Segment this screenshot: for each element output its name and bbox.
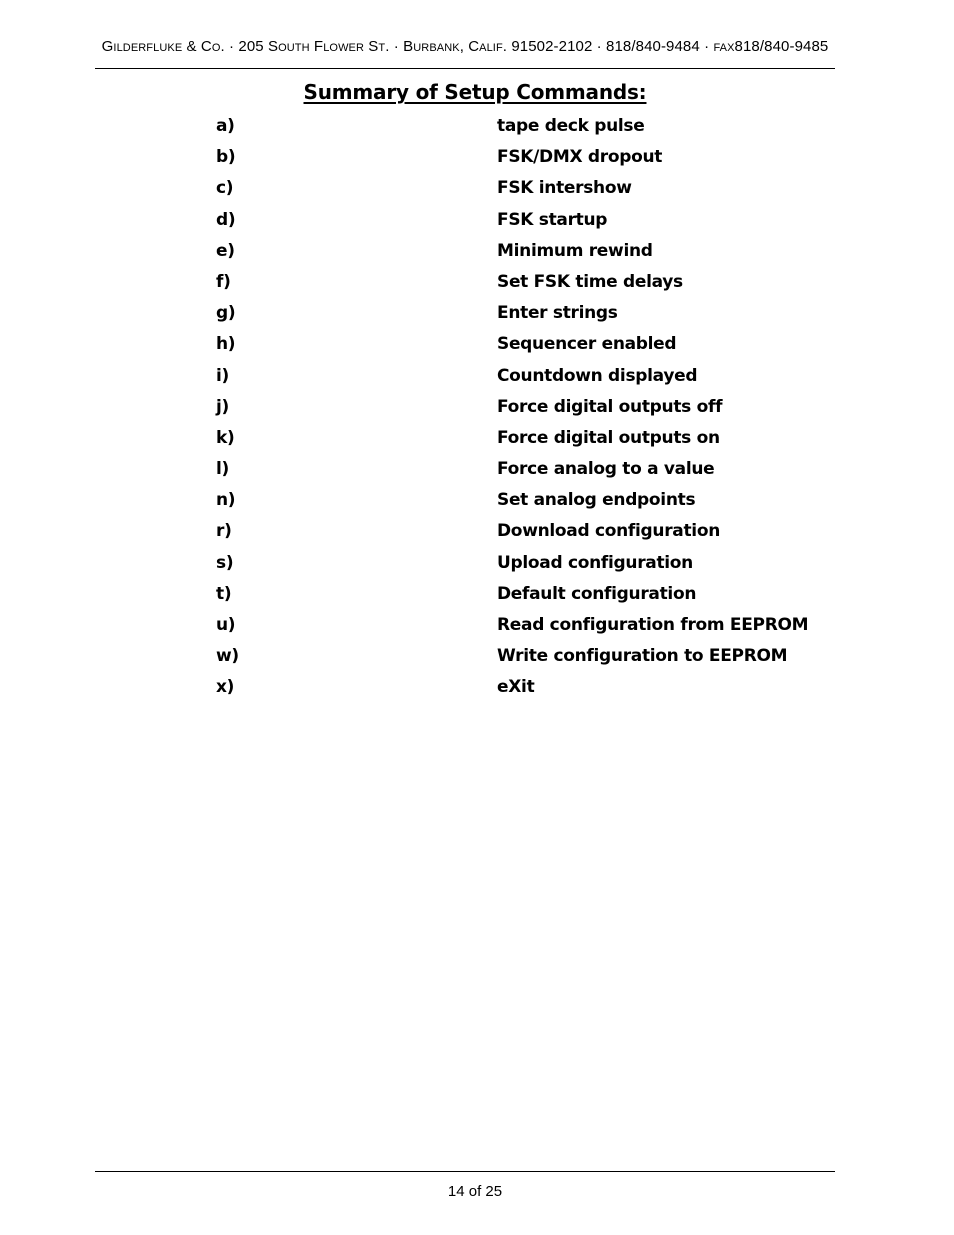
command-description: tape deck pulse	[497, 116, 645, 136]
command-key: e)	[216, 240, 235, 261]
command-description: Minimum rewind	[497, 240, 653, 261]
city-state: Burbank, Calif.	[403, 38, 508, 55]
command-row	[216, 426, 836, 457]
command-description: Enter strings	[497, 303, 618, 324]
command-description: Force digital outputs off	[497, 396, 723, 417]
command-key: i)	[216, 365, 229, 386]
header-sep-2: ·	[389, 38, 404, 55]
command-key: u)	[216, 615, 236, 635]
page-title: Summary of Setup Commands:	[303, 80, 647, 104]
header-divider	[95, 68, 835, 69]
command-description: Default configuration	[497, 583, 697, 604]
fax-label: fax	[713, 38, 735, 55]
command-key: h)	[216, 334, 236, 355]
command-row	[216, 145, 836, 176]
command-key: b)	[216, 147, 236, 168]
command-key: j)	[216, 396, 229, 417]
command-key: f)	[216, 271, 231, 292]
command-description: Write configuration to EEPROM	[497, 646, 788, 667]
command-description: Set FSK time delays	[497, 271, 683, 292]
command-row	[216, 488, 836, 519]
command-row	[216, 395, 836, 426]
command-row	[216, 551, 836, 582]
command-description: Read configuration from EEPROM	[497, 615, 809, 635]
zip-phone: 91502-2102 · 818/840-9484 ·	[507, 38, 714, 55]
fax-number: 818/840-9485	[734, 38, 829, 55]
command-row	[216, 457, 836, 488]
command-description: FSK/DMX dropout	[497, 147, 663, 168]
command-row	[216, 613, 836, 644]
command-row	[216, 176, 836, 207]
command-key: c)	[216, 178, 234, 199]
command-key: d)	[216, 209, 236, 230]
command-key: n)	[216, 490, 236, 511]
command-description: Force digital outputs on	[497, 427, 720, 448]
command-row	[216, 332, 836, 363]
command-key: s)	[216, 552, 234, 573]
command-key: r)	[216, 521, 232, 542]
command-key: w)	[216, 646, 239, 667]
company-co: Co.	[200, 38, 225, 55]
command-key: t)	[216, 583, 232, 604]
page-number: 14 of 25	[447, 1183, 503, 1200]
command-list	[216, 114, 836, 707]
command-description: Upload configuration	[497, 552, 693, 573]
command-key: x)	[216, 677, 235, 698]
command-description: Force analog to a value	[497, 459, 715, 480]
command-key: k)	[216, 427, 235, 448]
command-description: Sequencer enabled	[497, 334, 677, 355]
command-description: eXit	[497, 677, 535, 698]
company-name: Gilderfluke	[101, 38, 183, 55]
command-description: FSK startup	[497, 209, 608, 230]
command-description: FSK intershow	[497, 178, 632, 199]
header-sep-1: · 205	[224, 38, 268, 55]
command-row	[216, 364, 836, 395]
command-row	[216, 239, 836, 270]
page-header	[95, 38, 835, 55]
command-row	[216, 270, 836, 301]
command-row	[216, 675, 836, 706]
footer-divider	[95, 1171, 835, 1172]
command-description: Countdown displayed	[497, 365, 698, 386]
company-amp: &	[182, 38, 201, 55]
command-key: g)	[216, 303, 236, 324]
command-row	[216, 301, 836, 332]
command-row	[216, 644, 836, 675]
command-row	[216, 582, 836, 613]
command-row	[216, 519, 836, 550]
street-address: South Flower St.	[268, 38, 390, 55]
command-description: Download configuration	[497, 521, 721, 542]
command-key: l)	[216, 459, 229, 480]
command-row	[216, 114, 836, 145]
command-key: a)	[216, 116, 235, 136]
command-description: Set analog endpoints	[497, 490, 696, 511]
command-row	[216, 208, 836, 239]
